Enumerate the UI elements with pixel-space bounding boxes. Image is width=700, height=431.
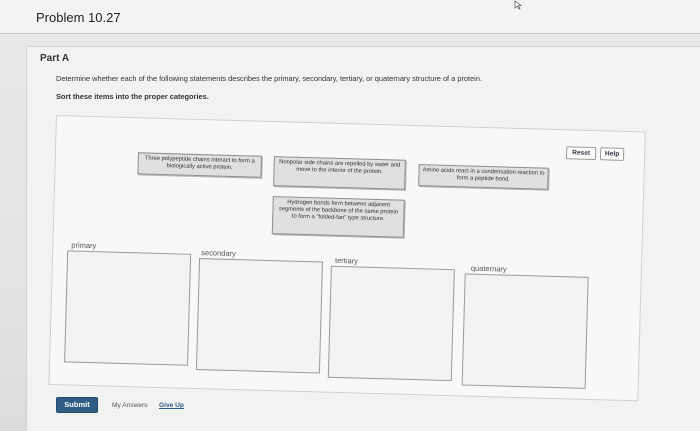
cursor-arrow-icon [514, 0, 526, 10]
bin-label-primary: primary [71, 240, 97, 251]
drop-bin-primary[interactable] [64, 250, 191, 365]
reset-button[interactable]: Reset [566, 146, 596, 160]
bin-label-secondary: secondary [201, 248, 236, 259]
draggable-card[interactable]: Three polypeptide chains interact to form a biologically active protein. [137, 152, 262, 177]
problem-header [0, 0, 700, 34]
draggable-card[interactable]: Hydrogen bonds form between adjacent segments of the backbone of the same protein to form a "folded-fan" type structure. [272, 196, 405, 238]
problem-title: Problem 10.27 [36, 10, 121, 25]
submit-button[interactable]: Submit [56, 397, 98, 413]
bin-label-quaternary: quaternary [470, 263, 507, 274]
sort-prompt: Sort these items into the proper categories. [56, 92, 209, 101]
drop-bin-quaternary[interactable] [462, 273, 589, 388]
give-up-link[interactable]: Give Up [159, 402, 184, 409]
drop-bin-tertiary[interactable] [328, 266, 455, 381]
draggable-card[interactable]: Amino acids react in a condensation reaction to form a peptide bond. [418, 164, 549, 190]
instructions-text: Determine whether each of the following statements describes the primary, secondary, tertiary, or quaternary structure of a protein. [56, 74, 482, 83]
drop-bin-secondary[interactable] [196, 258, 323, 373]
my-answers-label: My Answers [112, 402, 148, 409]
sorting-board [48, 115, 645, 401]
part-label: Part A [40, 53, 70, 64]
bin-label-tertiary: tertiary [334, 255, 359, 266]
draggable-card[interactable]: Nonpolar side chains are repelled by water and move to the interior of the protein. [273, 156, 406, 190]
help-button[interactable]: Help [600, 147, 624, 161]
